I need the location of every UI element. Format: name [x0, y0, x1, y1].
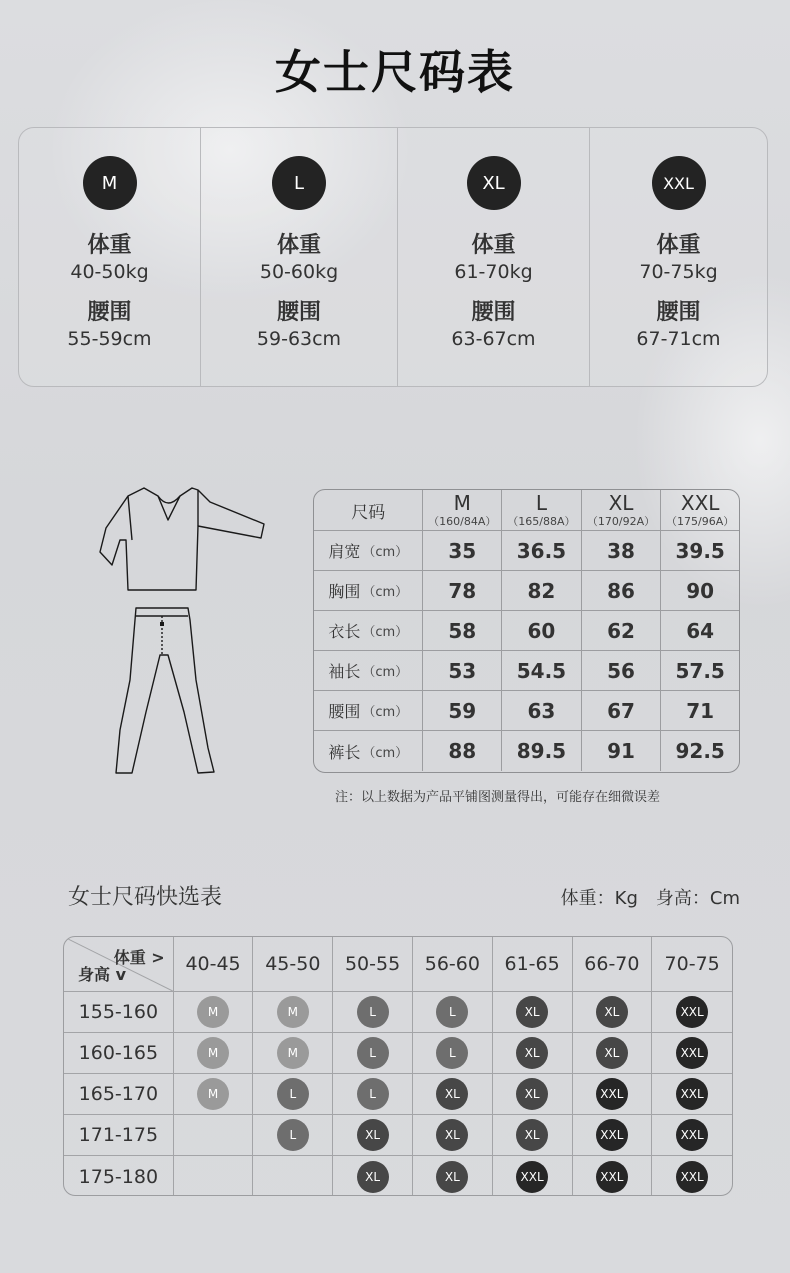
- size-badge-l: L: [357, 996, 389, 1028]
- size-badge-m: M: [277, 996, 309, 1028]
- size-cell: [253, 1033, 333, 1073]
- size-badge-m: M: [277, 1037, 309, 1069]
- size-badge-l: L: [277, 1078, 309, 1110]
- quick-table-row: [64, 1033, 732, 1074]
- size-badge-xl: XL: [596, 996, 628, 1028]
- size-cell: [573, 1115, 653, 1155]
- size-badge-xxl: XXL: [676, 996, 708, 1028]
- table-cell: 62: [582, 611, 662, 650]
- size-badge-xl: XL: [436, 1161, 468, 1193]
- page-title: 女士尺码表: [275, 45, 515, 99]
- size-cell: [652, 1074, 732, 1114]
- size-badge-m: M: [197, 996, 229, 1028]
- size-cell: [573, 1033, 653, 1073]
- size-badge-xxl: XXL: [596, 1078, 628, 1110]
- table-cell: 64: [686, 618, 715, 643]
- table-cell: 67: [582, 691, 662, 730]
- table-cell: 39.5: [675, 538, 725, 563]
- size-cell: [413, 992, 493, 1032]
- size-badge-m: M: [197, 1037, 229, 1069]
- size-cell: [333, 1115, 413, 1155]
- quick-table-body: [64, 992, 732, 1196]
- header-size-xl: XL （170/92A）: [582, 490, 662, 530]
- size-badge-xl: XL: [436, 1078, 468, 1110]
- size-card-m: [19, 128, 201, 386]
- table-cell: 89.5: [502, 731, 582, 771]
- size-badge-xl: XL: [357, 1119, 389, 1151]
- table-cell: 88: [423, 731, 502, 771]
- height-label: 160-165: [64, 1033, 174, 1073]
- size-cell: [493, 1156, 573, 1196]
- table-row: [314, 731, 739, 771]
- table-cell: 58: [423, 611, 502, 650]
- size-badge-xxl: XXL: [516, 1161, 548, 1193]
- size-cell: [493, 1033, 573, 1073]
- size-cell: [573, 1156, 653, 1196]
- weight-header: 61-65: [493, 937, 573, 991]
- quick-table-row: [64, 1115, 732, 1156]
- waist-value: 55-59cm: [67, 328, 152, 350]
- size-cell: [493, 1074, 573, 1114]
- row-label: 肩宽 （cm）: [314, 531, 423, 570]
- size-badge-xxl: XXL: [676, 1037, 708, 1069]
- size-cell: [174, 992, 254, 1032]
- weight-label: 体重: [656, 233, 701, 258]
- waist-label: 腰围: [276, 300, 321, 325]
- waist-label: 腰围: [471, 300, 516, 325]
- weight-value: 70-75kg: [639, 261, 718, 283]
- size-cell: [413, 1156, 493, 1196]
- table-cell: 38: [582, 531, 662, 570]
- size-badge-xl: XL: [516, 1078, 548, 1110]
- size-badge-l: L: [357, 1037, 389, 1069]
- weight-label: 体重: [276, 233, 321, 258]
- size-cell: [253, 1074, 333, 1114]
- height-label: 175-180: [64, 1156, 174, 1196]
- height-label: 171-175: [64, 1115, 174, 1155]
- size-badge-xl: XL: [357, 1161, 389, 1193]
- table-cell: 53: [423, 651, 502, 690]
- corner-cell: [64, 937, 174, 991]
- size-card-xl: [398, 128, 590, 386]
- size-badge: XXL: [652, 156, 706, 210]
- table-row: [314, 691, 739, 731]
- size-badge-l: L: [277, 1119, 309, 1151]
- size-cell: [174, 1074, 254, 1114]
- quick-table-row: [64, 1156, 732, 1196]
- header-size-label: 尺码: [314, 490, 423, 530]
- size-badge-l: L: [436, 1037, 468, 1069]
- table-cell: 57.5: [675, 658, 725, 683]
- size-badge-xxl: XXL: [676, 1161, 708, 1193]
- size-cell: [253, 992, 333, 1032]
- header-size-xxl: XXL （175/96A）: [666, 491, 735, 528]
- table-row: [314, 531, 739, 571]
- weight-header: 50-55: [333, 937, 413, 991]
- table-cell: 36.5: [502, 531, 582, 570]
- row-label: 腰围 （cm）: [314, 691, 423, 730]
- size-cell: [174, 1156, 254, 1196]
- quick-select-table: [63, 936, 733, 1196]
- size-cell: [253, 1115, 333, 1155]
- table-cell: 71: [686, 698, 715, 723]
- weight-label: 体重: [471, 233, 516, 258]
- quick-table-row: [64, 1074, 732, 1115]
- size-cell: [652, 1115, 732, 1155]
- header-size-l: L （165/88A）: [502, 490, 582, 530]
- row-label: 裤长 （cm）: [314, 731, 423, 771]
- size-cell: [573, 992, 653, 1032]
- quick-table-row: [64, 992, 732, 1033]
- table-cell: 92.5: [675, 739, 725, 763]
- garment-illustration: [88, 480, 278, 780]
- table-cell: 63: [502, 691, 582, 730]
- table-header-row: [314, 490, 739, 531]
- size-badge-xxl: XXL: [676, 1119, 708, 1151]
- weight-value: 40-50kg: [70, 261, 149, 283]
- table-cell: 56: [582, 651, 662, 690]
- size-cell: [253, 1156, 333, 1196]
- table-cell: 60: [502, 611, 582, 650]
- weight-header: 70-75: [664, 953, 720, 975]
- row-label: 袖长 （cm）: [314, 651, 423, 690]
- height-label: 165-170: [64, 1074, 174, 1114]
- waist-label: 腰围: [656, 300, 701, 325]
- size-badge-m: M: [197, 1078, 229, 1110]
- size-badge-xxl: XXL: [596, 1119, 628, 1151]
- table-cell: 90: [686, 578, 715, 603]
- waist-value: 59-63cm: [256, 328, 342, 350]
- size-badge-xxl: XXL: [596, 1161, 628, 1193]
- waist-label: 腰围: [87, 300, 132, 325]
- table-cell: 35: [423, 531, 502, 570]
- size-summary-cards: [18, 127, 768, 387]
- size-badge-xxl: XXL: [676, 1078, 708, 1110]
- corner-weight-label: 体重 >: [113, 948, 165, 967]
- size-cell: [493, 992, 573, 1032]
- top-outline: [100, 488, 264, 590]
- size-card-l: [201, 128, 398, 386]
- weight-value: 61-70kg: [454, 261, 533, 283]
- size-cell: [333, 1156, 413, 1196]
- size-cell: [333, 992, 413, 1032]
- weight-header: 56-60: [413, 937, 493, 991]
- measurement-note: 注：以上数据为产品平铺图测量得出，可能存在细微误差: [335, 790, 661, 805]
- size-cell: [493, 1115, 573, 1155]
- quick-header-row: [64, 937, 732, 992]
- weight-header: 40-45: [174, 937, 254, 991]
- header-size-m: M （160/84A）: [423, 490, 502, 530]
- weight-label: 体重: [87, 233, 132, 258]
- quick-chart-title: 女士尺码快选表: [68, 885, 223, 910]
- waist-value: 67-71cm: [636, 328, 721, 350]
- size-cell: [652, 1156, 732, 1196]
- size-badge-xl: XL: [516, 1037, 548, 1069]
- size-badge: L: [272, 156, 326, 210]
- size-badge-l: L: [357, 1078, 389, 1110]
- table-row: [314, 571, 739, 611]
- quick-chart-units: 体重：Kg 身高：Cm: [560, 888, 740, 909]
- size-cell: [174, 1115, 254, 1155]
- height-label: 155-160: [64, 992, 174, 1032]
- size-cell: [413, 1115, 493, 1155]
- measurement-table: [313, 489, 740, 773]
- weight-header: 45-50: [253, 937, 333, 991]
- size-badge-xl: XL: [516, 996, 548, 1028]
- size-cell: [573, 1074, 653, 1114]
- size-badge-xl: XL: [596, 1037, 628, 1069]
- table-row: [314, 611, 739, 651]
- size-cell: [652, 1033, 732, 1073]
- table-cell: 59: [423, 691, 502, 730]
- pants-outline: [116, 608, 214, 773]
- table-cell: 82: [502, 571, 582, 610]
- size-cell: [333, 1033, 413, 1073]
- corner-height-label: 身高 v: [78, 965, 127, 984]
- size-badge-l: L: [436, 996, 468, 1028]
- waist-value: 63-67cm: [451, 328, 536, 350]
- size-cell: [174, 1033, 254, 1073]
- table-cell: 91: [582, 731, 662, 771]
- row-label: 衣长 （cm）: [314, 611, 423, 650]
- table-cell: 78: [423, 571, 502, 610]
- size-badge: XL: [467, 156, 521, 210]
- table-cell: 86: [582, 571, 662, 610]
- size-badge: M: [83, 156, 137, 210]
- table-row: [314, 651, 739, 691]
- size-badge-xl: XL: [436, 1119, 468, 1151]
- size-cell: [413, 1074, 493, 1114]
- weight-value: 50-60kg: [259, 261, 339, 283]
- size-badge-xl: XL: [516, 1119, 548, 1151]
- weight-header: 66-70: [573, 937, 653, 991]
- table-cell: 54.5: [502, 651, 582, 690]
- size-cell: [333, 1074, 413, 1114]
- row-label: 胸围 （cm）: [314, 571, 423, 610]
- size-cell: [652, 992, 732, 1032]
- size-card-xxl: [590, 128, 767, 386]
- size-cell: [413, 1033, 493, 1073]
